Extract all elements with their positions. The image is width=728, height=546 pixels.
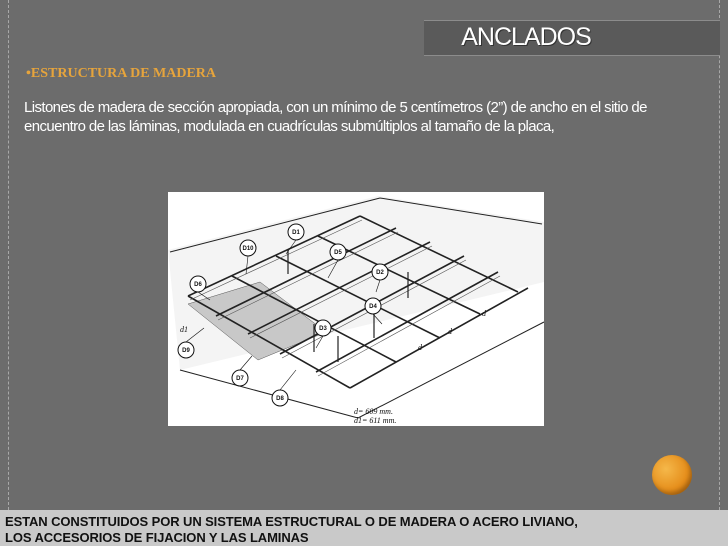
callout-label: D6 (194, 282, 202, 288)
bullet-heading: •ESTRUCTURA DE MADERA (26, 66, 217, 81)
footer-bar (0, 510, 728, 546)
edge-label: d (482, 309, 486, 318)
ceiling-grid-drawing (168, 192, 544, 426)
legend-d: d= 609 mm. (354, 407, 393, 416)
callout-label: D4 (369, 304, 377, 310)
slide-title: ANCLADOS (461, 23, 591, 51)
body-paragraph: Listones de madera de sección apropiada, con un mínimo de 5 centímetros (2”) de ancho en el sitio de encuentro de las láminas, modulada en cuadrículas submúltiplos al tamaño de la placa, (24, 99, 647, 135)
callout-label: D5 (334, 250, 342, 256)
callout-label: D3 (319, 326, 327, 332)
edge-label: d (418, 343, 422, 352)
callout-label: D10 (242, 246, 254, 252)
footer-text (5, 514, 725, 546)
legend-d1: d1= 611 mm. (354, 416, 397, 425)
footer-line-1: ESTAN CONSTITUIDOS POR UN SISTEMA ESTRUCTURAL O DE MADERA O ACERO LIVIANO, (5, 514, 578, 529)
callout-label: D9 (182, 348, 190, 354)
callout-label: D2 (376, 270, 384, 276)
callout-label: D7 (236, 376, 244, 382)
callout-label: D8 (276, 396, 284, 402)
ceiling-grid-figure (168, 192, 544, 426)
edge-label: d1 (180, 325, 188, 334)
orange-circle-decoration (652, 455, 692, 495)
footer-line-2: LOS ACCESORIOS DE FIJACION Y LAS LAMINAS (5, 530, 309, 545)
edge-label: d (448, 327, 452, 336)
title-bar (424, 20, 720, 56)
callout-label: D1 (292, 230, 300, 236)
